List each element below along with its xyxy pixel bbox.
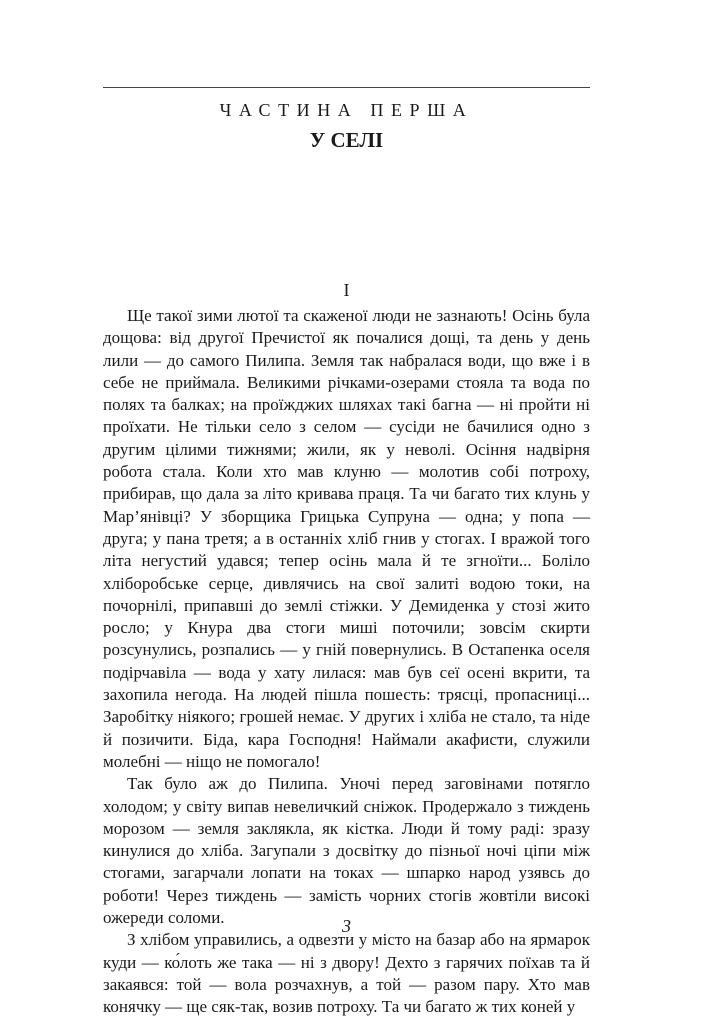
header-rule xyxy=(103,87,590,88)
paragraph-2: Так було аж до Пилипа. Уночі перед заговінами потягло холодом; у світу випав невеличкий сніжок. Продержало з тиждень морозом — земля заклякла, як кістка. Люди й тому раді: зразу кинулися до хліба. Загупали з досвітку до пізньої ночі ціпи між стогами, загарчали лопати на токах — шпарко народ узявсь до роботи! Через тиждень — замість чорних стогів жовтіли високі ожереди соломи. xyxy=(103,774,590,928)
paragraph-1: Ще такої зими лютої та скаженої люди не зазнають! Осінь була дощова: від другої Пречистої як почалися дощі, та день у день лили — до самого Пилипа. Земля так набралася води, що вже і в себе не приймала. Великими річками-озерами стояла та вода по полях та балках; на проїжджих шляхах такі багна — ні пройти ні проїхати. Не тільки село з селом — сусіди не бачилися одно з другим цілими тижнями; жили, як у неволі. Осіння надвірня робота стала. Коли хто мав клуню — молотив собі потроху, прибирав, що дала за літо кривава праця. Та чи багато тих клунь у Мар’янівці? У зборщика Грицька Супруна — одна; у попа — друга; у пана третя; а в останніх хліб гнив у стогах. І вражой того літа негустий удався; тепер осінь мала й те згноїти... Боліло хліборобське серце, дивлячись на свої залиті водою токи, на почорнілі, припавші до землі стіжки. У Демиденка у стозі жито росло; у Кнура два стоги миші поточили; зовсім скирти розсунулись, розпались — у гній повернулись. В Остапенка оселя подірчавіла — вода у хату лилася: мав був сеї осені вкрити, та захопила негода. На людей пішла пошесть: трясці, пропасниці... Заробітку ніякого; грошей немає. У других і хліба не стало, та ніде й позичити. Біда, кара Господня! Наймали акафисти, служили молебні — ніщо не помогало! xyxy=(103,306,590,771)
section-title: У СЕЛІ xyxy=(309,128,384,152)
part-title: ЧАСТИНА ПЕРША xyxy=(219,100,474,120)
chapter-number: I xyxy=(343,280,350,300)
body-text xyxy=(103,305,590,1019)
page-number: 3 xyxy=(342,916,351,936)
paragraph-3: З хлібом управились, а одвезти у місто на базар або на ярмарок куди — ко́лоть же така — ні з двору! Дехто з гарячих поїхав та й закаявся: той — вола розчахнув, а той — разом пару. Хто мав конячку — ще сяк-так, возив потроху. Та чи багато ж тих коней у xyxy=(103,930,590,1017)
